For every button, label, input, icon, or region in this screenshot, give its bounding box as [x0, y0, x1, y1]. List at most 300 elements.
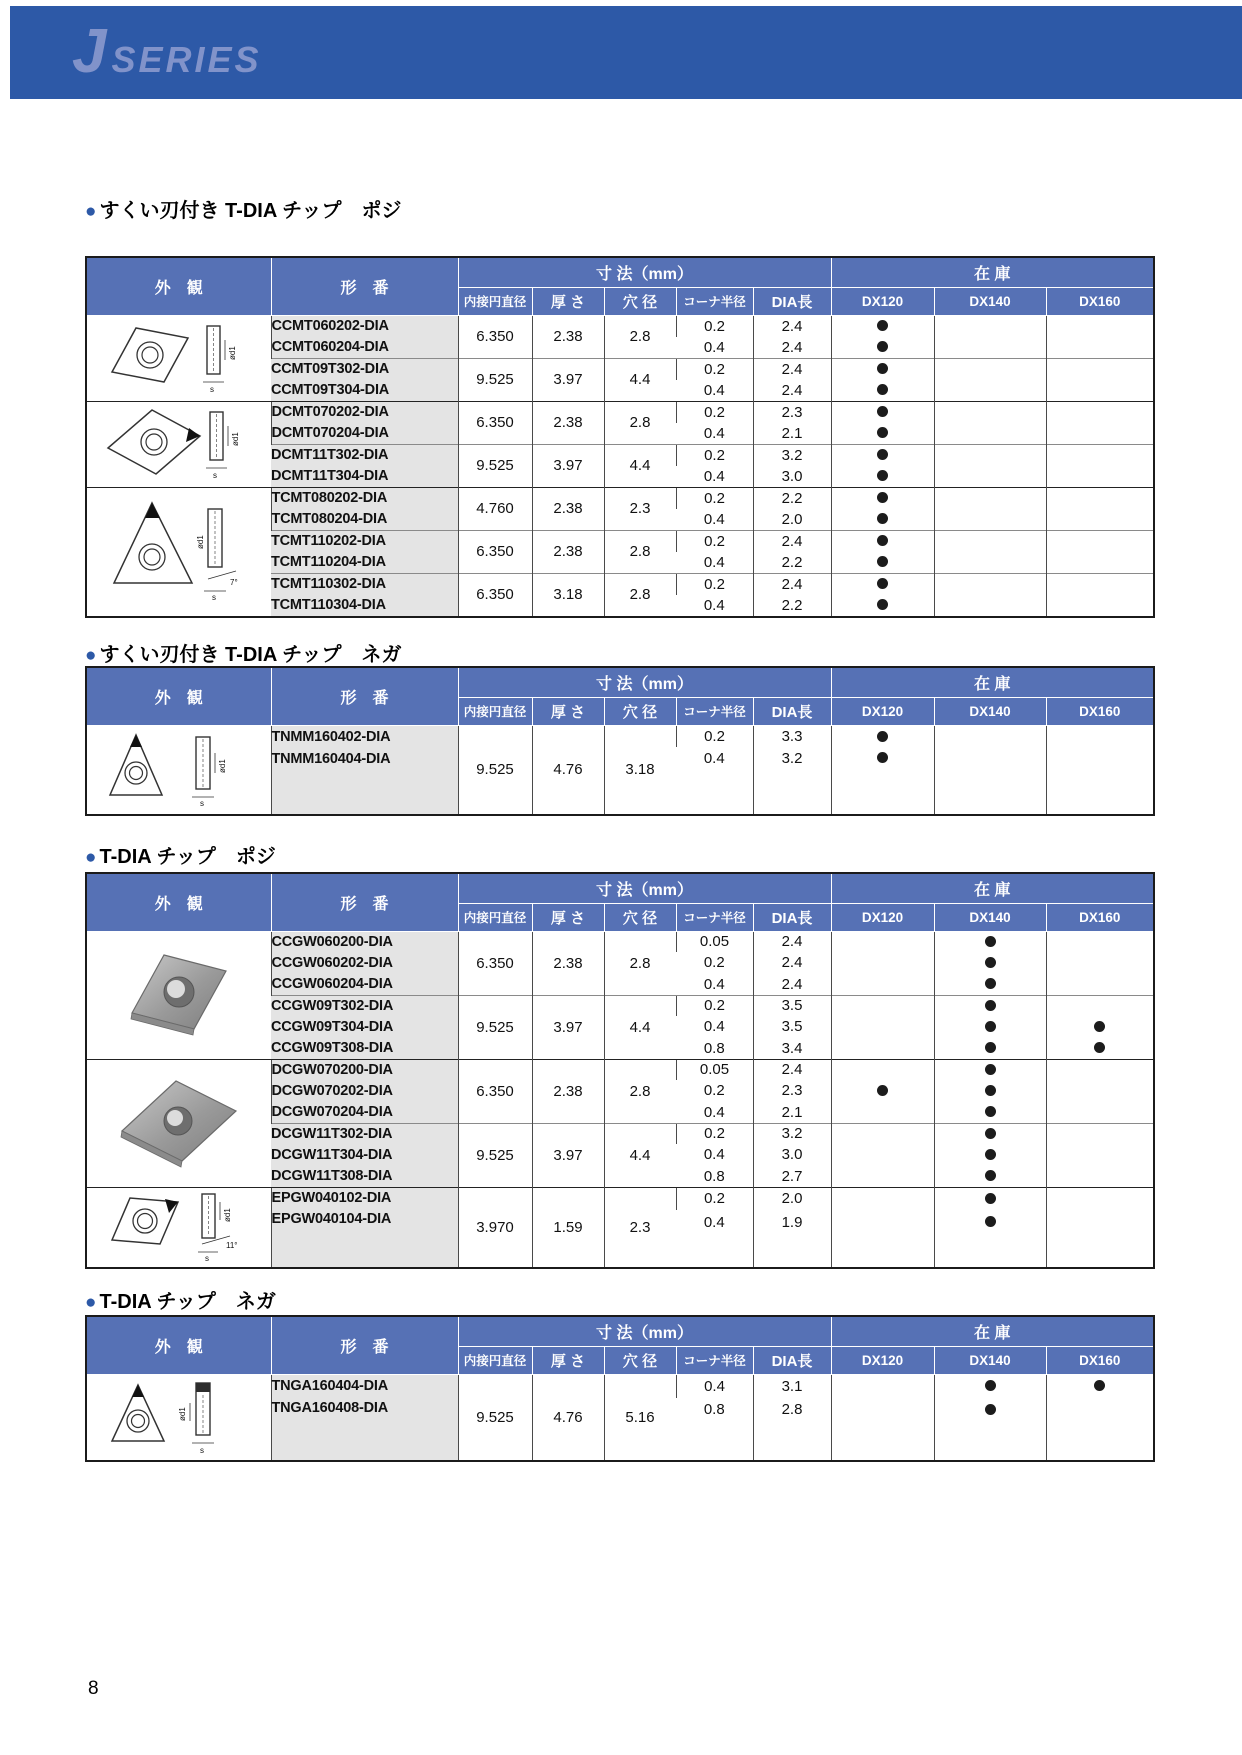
inscribed-diameter-value: 9.525 — [458, 1123, 532, 1187]
corner-radius-value: 0.2 — [676, 1187, 753, 1210]
stock-dx120-cell — [831, 1059, 934, 1080]
stock-dx160-cell — [1046, 573, 1154, 595]
stock-dx140-cell — [934, 1398, 1046, 1422]
stock-dx160-cell — [1046, 1398, 1154, 1422]
model-number: CCMT060204-DIA — [271, 339, 389, 355]
stock-dx140-cell — [934, 1016, 1046, 1037]
dia-length-value: 2.1 — [753, 423, 831, 445]
dia-length-value: 2.4 — [753, 337, 831, 359]
col-header-hole-diameter: 穴 径 — [604, 287, 676, 315]
section-title-4 — [85, 1285, 276, 1314]
stock-dot-icon — [985, 1380, 996, 1391]
corner-radius-value: 0.2 — [676, 1123, 753, 1144]
model-number: CCGW09T302-DIA — [271, 998, 394, 1014]
section-title-text: すくい刃付き T-DIA チップ ポジ — [99, 200, 402, 222]
corner-radius-value: 0.2 — [703, 954, 725, 972]
model-number: TCMT110204-DIA — [271, 554, 386, 570]
col-header-model: 形 番 — [271, 667, 458, 725]
model-numbers-cell — [271, 401, 458, 444]
stock-dx160-cell — [1046, 401, 1154, 423]
stock-dx120-cell — [831, 725, 934, 747]
model-number: EPGW040104-DIA — [271, 1211, 392, 1227]
stock-dx140-cell — [934, 1374, 1046, 1398]
stock-dot-icon — [1094, 1042, 1105, 1053]
thickness-value: 1.59 — [532, 1187, 604, 1268]
model-number: TCMT110304-DIA — [271, 597, 386, 613]
table-row — [86, 1059, 1154, 1080]
thickness-value: 2.38 — [532, 401, 604, 444]
thickness-value: 3.97 — [532, 995, 604, 1059]
stock-dx120-cell — [831, 423, 934, 445]
stock-dx120-cell — [831, 1038, 934, 1059]
stock-dx160-cell — [1046, 1210, 1154, 1233]
section-title-1 — [85, 194, 401, 223]
catalog-table-section-1 — [85, 256, 1153, 618]
dia-length-value: 2.4 — [753, 358, 831, 380]
stock-dot-icon — [877, 578, 888, 589]
stock-dot-icon — [985, 936, 996, 947]
stock-dot-icon — [877, 731, 888, 742]
corner-radius-value: 0.2 — [676, 444, 753, 466]
col-header-hole-diameter: 穴 径 — [604, 903, 676, 931]
col-header-stock: 在 庫 — [831, 667, 1154, 697]
stock-dot-icon — [877, 599, 888, 610]
svg-text:ød1: ød1 — [177, 1406, 187, 1421]
stock-dot-icon — [877, 427, 888, 438]
model-number: DCMT070204-DIA — [271, 425, 389, 441]
inscribed-diameter-value: 3.970 — [458, 1187, 532, 1268]
model-number: CCGW060202-DIA — [271, 955, 393, 971]
table-row — [86, 401, 1154, 423]
stock-dx120-cell — [831, 358, 934, 380]
corner-radius-value: 0.4 — [703, 1146, 725, 1164]
hole-diameter-value: 2.8 — [604, 530, 676, 573]
stock-dx120-cell — [831, 337, 934, 359]
corner-radius-value: 0.4 — [703, 424, 725, 442]
stock-dx160-cell — [1046, 337, 1154, 359]
stock-dot-icon — [877, 449, 888, 460]
dia-length-value: 2.4 — [753, 380, 831, 402]
hole-diameter-value: 4.4 — [604, 444, 676, 487]
thickness-value: 2.38 — [532, 1059, 604, 1123]
thickness-value: 2.38 — [532, 487, 604, 530]
model-numbers-cell — [271, 1059, 458, 1123]
col-header-grade-dx140: DX140 — [934, 1346, 1046, 1374]
stock-dx140-cell — [934, 995, 1046, 1016]
stock-dx140-cell — [934, 747, 1046, 769]
catalog-table-section-2 — [85, 666, 1153, 816]
col-header-dia-length: DIA長 — [753, 287, 831, 315]
svg-text:ød1: ød1 — [195, 535, 205, 549]
thickness-value: 2.38 — [532, 931, 604, 995]
corner-radius-value: 0.8 — [703, 1167, 725, 1185]
stock-dx120-cell — [831, 466, 934, 488]
stock-dot-icon — [877, 535, 888, 546]
dia-length-value: 2.4 — [753, 315, 831, 337]
stock-dx140-cell — [934, 1123, 1046, 1144]
col-header-corner-radius: コーナ半径 — [676, 1346, 753, 1374]
stock-dx120-cell — [831, 1123, 934, 1144]
stock-dot-icon — [985, 1149, 996, 1160]
stock-dx120-cell — [831, 952, 934, 973]
model-number: DCGW070204-DIA — [271, 1104, 393, 1120]
col-header-thickness: 厚 さ — [532, 1346, 604, 1374]
corner-radius-value: 0.2 — [676, 315, 753, 337]
page-number: 8 — [88, 1678, 99, 1699]
corner-radius-value: 0.2 — [676, 573, 753, 595]
model-number: DCGW070200-DIA — [271, 1062, 393, 1078]
dia-length-value: 2.4 — [753, 952, 831, 973]
hole-diameter-value: 2.8 — [604, 573, 676, 617]
col-header-grade-dx120: DX120 — [831, 697, 934, 725]
thickness-value: 3.18 — [532, 573, 604, 617]
inscribed-diameter-value: 9.525 — [458, 444, 532, 487]
stock-dot-icon — [877, 1085, 888, 1096]
stock-dx120-empty — [831, 1234, 934, 1268]
model-numbers-cell — [271, 1374, 458, 1461]
dia-length-value: 3.2 — [753, 444, 831, 466]
col-header-stock: 在 庫 — [831, 873, 1154, 903]
brand-logo — [72, 16, 262, 88]
catalog-table — [85, 1315, 1155, 1462]
hole-diameter-value: 4.4 — [604, 1123, 676, 1187]
model-number: CCMT060202-DIA — [271, 318, 389, 334]
stock-dx140-cell — [934, 358, 1046, 380]
col-header-thickness: 厚 さ — [532, 903, 604, 931]
col-header-dimensions: 寸 法（mm） — [458, 1316, 831, 1346]
stock-dx140-cell — [934, 423, 1046, 445]
insert-illustration-epgw — [86, 1187, 271, 1268]
corner-radius-value: 0.05 — [676, 1059, 753, 1080]
hole-diameter-value: 4.4 — [604, 358, 676, 401]
inscribed-diameter-value: 6.350 — [458, 530, 532, 573]
stock-dx120-cell — [831, 487, 934, 509]
svg-text:ød1: ød1 — [230, 431, 240, 446]
col-header-grade-dx160: DX160 — [1046, 1346, 1154, 1374]
dia-length-value: 3.5 — [753, 1016, 831, 1037]
table-row — [86, 315, 1154, 337]
stock-dx160-cell — [1046, 1038, 1154, 1059]
corner-radius-value: 0.4 — [703, 1103, 725, 1121]
stock-dx140-cell — [934, 1144, 1046, 1165]
svg-text:ød1: ød1 — [227, 345, 237, 360]
dia-length-value: 3.3 — [753, 725, 831, 747]
stock-dx160-cell — [1046, 358, 1154, 380]
logo-j-letter: J — [72, 17, 107, 86]
stock-dx140-cell — [934, 974, 1046, 995]
stock-dx140-cell — [934, 1059, 1046, 1080]
stock-dx160-cell — [1046, 315, 1154, 337]
thickness-value: 3.97 — [532, 358, 604, 401]
corner-radius-value: 0.4 — [703, 749, 725, 767]
stock-dx120-cell — [831, 974, 934, 995]
model-number: TNGA160408-DIA — [271, 1399, 388, 1416]
corner-radius-value: 0.8 — [703, 1401, 725, 1419]
col-header-grade-dx160: DX160 — [1046, 287, 1154, 315]
stock-dx140-cell — [934, 380, 1046, 402]
col-header-inscribed-diameter: 内接円直径 — [458, 1346, 532, 1374]
col-header-dia-length: DIA長 — [753, 1346, 831, 1374]
col-header-thickness: 厚 さ — [532, 287, 604, 315]
dia-length-value: 3.0 — [753, 466, 831, 488]
model-number: DCGW11T302-DIA — [271, 1126, 393, 1142]
dia-length-value: 3.0 — [753, 1144, 831, 1165]
dia-length-value: 2.4 — [753, 931, 831, 952]
table-row — [86, 931, 1154, 952]
section-title-text: T-DIA チップ ネガ — [99, 1291, 276, 1313]
svg-text:11°: 11° — [225, 1240, 238, 1250]
col-header-corner-radius: コーナ半径 — [676, 697, 753, 725]
col-header-grade-dx160: DX160 — [1046, 903, 1154, 931]
col-header-grade-dx120: DX120 — [831, 903, 934, 931]
svg-text:s: s — [212, 470, 217, 480]
stock-dx160-cell — [1046, 552, 1154, 574]
stock-dx120-cell — [831, 747, 934, 769]
stock-dx140-cell — [934, 595, 1046, 617]
dia-length-value: 3.4 — [753, 1038, 831, 1059]
model-number: CCMT09T304-DIA — [271, 382, 390, 398]
table-row — [86, 487, 1154, 509]
stock-dx120-cell — [831, 1080, 934, 1101]
corner-radius-empty — [676, 1234, 753, 1268]
model-number: DCGW11T308-DIA — [271, 1168, 393, 1184]
insert-illustration-tcmt — [86, 487, 271, 617]
dia-length-value: 2.0 — [753, 509, 831, 531]
dia-length-value: 2.1 — [753, 1102, 831, 1123]
insert-illustration-tnmm — [86, 725, 271, 815]
stock-dx160-cell — [1046, 1102, 1154, 1123]
model-number: TNMM160402-DIA — [271, 728, 391, 745]
dia-length-value: 2.3 — [753, 1080, 831, 1101]
corner-radius-value: 0.4 — [703, 596, 725, 614]
col-header-corner-radius: コーナ半径 — [676, 903, 753, 931]
stock-dot-icon — [877, 470, 888, 481]
hole-diameter-value: 2.8 — [604, 931, 676, 995]
stock-dx140-cell — [934, 552, 1046, 574]
corner-radius-value: 0.4 — [703, 381, 725, 399]
stock-dx140-cell — [934, 1080, 1046, 1101]
dia-length-value: 2.2 — [753, 487, 831, 509]
col-header-dia-length: DIA長 — [753, 697, 831, 725]
section-title-3 — [85, 840, 276, 869]
catalog-table — [85, 872, 1155, 1269]
inscribed-diameter-value: 4.760 — [458, 487, 532, 530]
thickness-value: 2.38 — [532, 315, 604, 358]
dia-length-value: 2.0 — [753, 1187, 831, 1210]
model-numbers-cell — [271, 1187, 458, 1268]
col-header-corner-radius: コーナ半径 — [676, 287, 753, 315]
svg-text:s: s — [199, 799, 204, 808]
catalog-table — [85, 666, 1155, 816]
thickness-value: 3.97 — [532, 1123, 604, 1187]
stock-dx120-cell — [831, 573, 934, 595]
col-header-grade-dx160: DX160 — [1046, 697, 1154, 725]
stock-dx140-cell — [934, 931, 1046, 952]
model-numbers-cell — [271, 358, 458, 401]
stock-dot-icon — [985, 1042, 996, 1053]
stock-dx160-cell — [1046, 952, 1154, 973]
model-number: DCMT11T302-DIA — [271, 447, 389, 463]
model-number: CCGW060200-DIA — [271, 934, 393, 950]
stock-dot-icon — [985, 1085, 996, 1096]
stock-dot-icon — [985, 1193, 996, 1204]
col-header-grade-dx140: DX140 — [934, 697, 1046, 725]
model-number: TCMT080202-DIA — [271, 490, 388, 506]
col-header-appearance: 外 観 — [86, 257, 271, 315]
svg-text:ød1: ød1 — [217, 759, 227, 774]
col-header-appearance: 外 観 — [86, 667, 271, 725]
stock-dot-icon — [985, 957, 996, 968]
model-number: TCMT110302-DIA — [271, 576, 386, 592]
corner-radius-value: 0.4 — [676, 1374, 753, 1398]
model-number: CCMT09T302-DIA — [271, 361, 390, 377]
corner-radius-value: 0.4 — [703, 1018, 725, 1036]
dia-length-empty — [753, 769, 831, 815]
model-numbers-cell — [271, 573, 458, 617]
hole-diameter-value: 2.3 — [604, 487, 676, 530]
dia-length-value: 2.3 — [753, 401, 831, 423]
stock-dot-icon — [985, 1064, 996, 1075]
col-header-inscribed-diameter: 内接円直径 — [458, 697, 532, 725]
insert-illustration-dcgw — [86, 1059, 271, 1187]
model-number: TNGA160404-DIA — [271, 1377, 388, 1394]
stock-dx140-empty — [934, 1422, 1046, 1461]
hole-diameter-value: 3.18 — [604, 725, 676, 815]
insert-illustration-dcmt — [86, 401, 271, 487]
model-number: CCGW09T304-DIA — [271, 1019, 394, 1035]
stock-dx160-cell — [1046, 995, 1154, 1016]
corner-radius-value: 0.4 — [703, 975, 725, 993]
table-row — [86, 725, 1154, 747]
corner-radius-empty — [676, 769, 753, 815]
stock-dx140-cell — [934, 315, 1046, 337]
stock-dot-icon — [877, 513, 888, 524]
stock-dot-icon — [877, 492, 888, 503]
stock-dot-icon — [985, 1106, 996, 1117]
col-header-stock: 在 庫 — [831, 257, 1154, 287]
stock-dx120-cell — [831, 1398, 934, 1422]
stock-dx120-cell — [831, 1166, 934, 1187]
stock-dx120-cell — [831, 380, 934, 402]
stock-dx160-cell — [1046, 931, 1154, 952]
corner-radius-value: 0.2 — [676, 401, 753, 423]
hole-diameter-value: 2.8 — [604, 401, 676, 444]
catalog-table-section-3 — [85, 872, 1153, 1269]
corner-radius-value: 0.4 — [703, 467, 725, 485]
stock-dot-icon — [877, 556, 888, 567]
corner-radius-value: 0.8 — [703, 1039, 725, 1057]
stock-dx140-cell — [934, 444, 1046, 466]
stock-dx160-empty — [1046, 769, 1154, 815]
stock-dx160-cell — [1046, 1123, 1154, 1144]
col-header-appearance: 外 観 — [86, 873, 271, 931]
dia-length-value: 2.4 — [753, 1059, 831, 1080]
col-header-appearance: 外 観 — [86, 1316, 271, 1374]
stock-dot-icon — [985, 1000, 996, 1011]
stock-dx120-cell — [831, 444, 934, 466]
stock-dx160-cell — [1046, 466, 1154, 488]
section-bullet-icon: ● — [85, 1292, 97, 1313]
stock-dx140-cell — [934, 1102, 1046, 1123]
model-numbers-cell — [271, 530, 458, 573]
inscribed-diameter-value: 9.525 — [458, 358, 532, 401]
col-header-inscribed-diameter: 内接円直径 — [458, 287, 532, 315]
col-header-grade-dx120: DX120 — [831, 287, 934, 315]
dia-length-value: 3.2 — [753, 1123, 831, 1144]
section-bullet-icon: ● — [85, 847, 97, 868]
table-row — [86, 1187, 1154, 1210]
stock-dot-icon — [1094, 1021, 1105, 1032]
col-header-hole-diameter: 穴 径 — [604, 1346, 676, 1374]
stock-dx140-empty — [934, 1234, 1046, 1268]
stock-dot-icon — [985, 1404, 996, 1415]
stock-dx120-cell — [831, 552, 934, 574]
section-title-text: すくい刃付き T-DIA チップ ネガ — [99, 644, 402, 666]
stock-dx160-cell — [1046, 595, 1154, 617]
inscribed-diameter-value: 9.525 — [458, 725, 532, 815]
stock-dx120-cell — [831, 509, 934, 531]
insert-illustration-ccgw — [86, 931, 271, 1059]
hole-diameter-value: 2.8 — [604, 315, 676, 358]
model-numbers-cell — [271, 995, 458, 1059]
stock-dx140-cell — [934, 1210, 1046, 1233]
corner-radius-value: 0.2 — [676, 995, 753, 1016]
stock-dx120-cell — [831, 1016, 934, 1037]
inscribed-diameter-value: 6.350 — [458, 1059, 532, 1123]
insert-illustration-tnga — [86, 1374, 271, 1461]
stock-dx120-empty — [831, 1422, 934, 1461]
logo-series-text: SERIES — [111, 39, 262, 80]
col-header-model: 形 番 — [271, 257, 458, 315]
stock-dx120-cell — [831, 595, 934, 617]
svg-text:s: s — [209, 384, 214, 394]
inscribed-diameter-value: 6.350 — [458, 931, 532, 995]
stock-dx160-empty — [1046, 1422, 1154, 1461]
stock-dx160-cell — [1046, 725, 1154, 747]
col-header-grade-dx140: DX140 — [934, 287, 1046, 315]
stock-dx140-cell — [934, 487, 1046, 509]
stock-dx120-cell — [831, 995, 934, 1016]
inscribed-diameter-value: 6.350 — [458, 401, 532, 444]
model-number: TCMT110202-DIA — [271, 533, 386, 549]
corner-radius-empty — [676, 1422, 753, 1461]
stock-dot-icon — [1094, 1380, 1105, 1391]
stock-dx160-cell — [1046, 1080, 1154, 1101]
stock-dot-icon — [985, 978, 996, 989]
hole-diameter-value: 4.4 — [604, 995, 676, 1059]
inscribed-diameter-value: 6.350 — [458, 573, 532, 617]
thickness-value: 4.76 — [532, 725, 604, 815]
corner-radius-value: 0.2 — [676, 358, 753, 380]
svg-text:7°: 7° — [229, 578, 238, 587]
table-row — [86, 1374, 1154, 1398]
stock-dx160-empty — [1046, 1234, 1154, 1268]
col-header-dimensions: 寸 法（mm） — [458, 873, 831, 903]
stock-dx120-cell — [831, 1374, 934, 1398]
stock-dx160-cell — [1046, 380, 1154, 402]
section-title-2 — [85, 638, 401, 667]
col-header-grade-dx140: DX140 — [934, 903, 1046, 931]
stock-dx160-cell — [1046, 487, 1154, 509]
corner-radius-value: 0.2 — [703, 1082, 725, 1100]
model-numbers-cell — [271, 315, 458, 358]
dia-length-value: 2.4 — [753, 530, 831, 552]
stock-dx140-cell — [934, 401, 1046, 423]
model-numbers-cell — [271, 1123, 458, 1187]
stock-dx140-cell — [934, 1166, 1046, 1187]
model-number: CCGW060204-DIA — [271, 976, 393, 992]
catalog-table — [85, 256, 1155, 618]
